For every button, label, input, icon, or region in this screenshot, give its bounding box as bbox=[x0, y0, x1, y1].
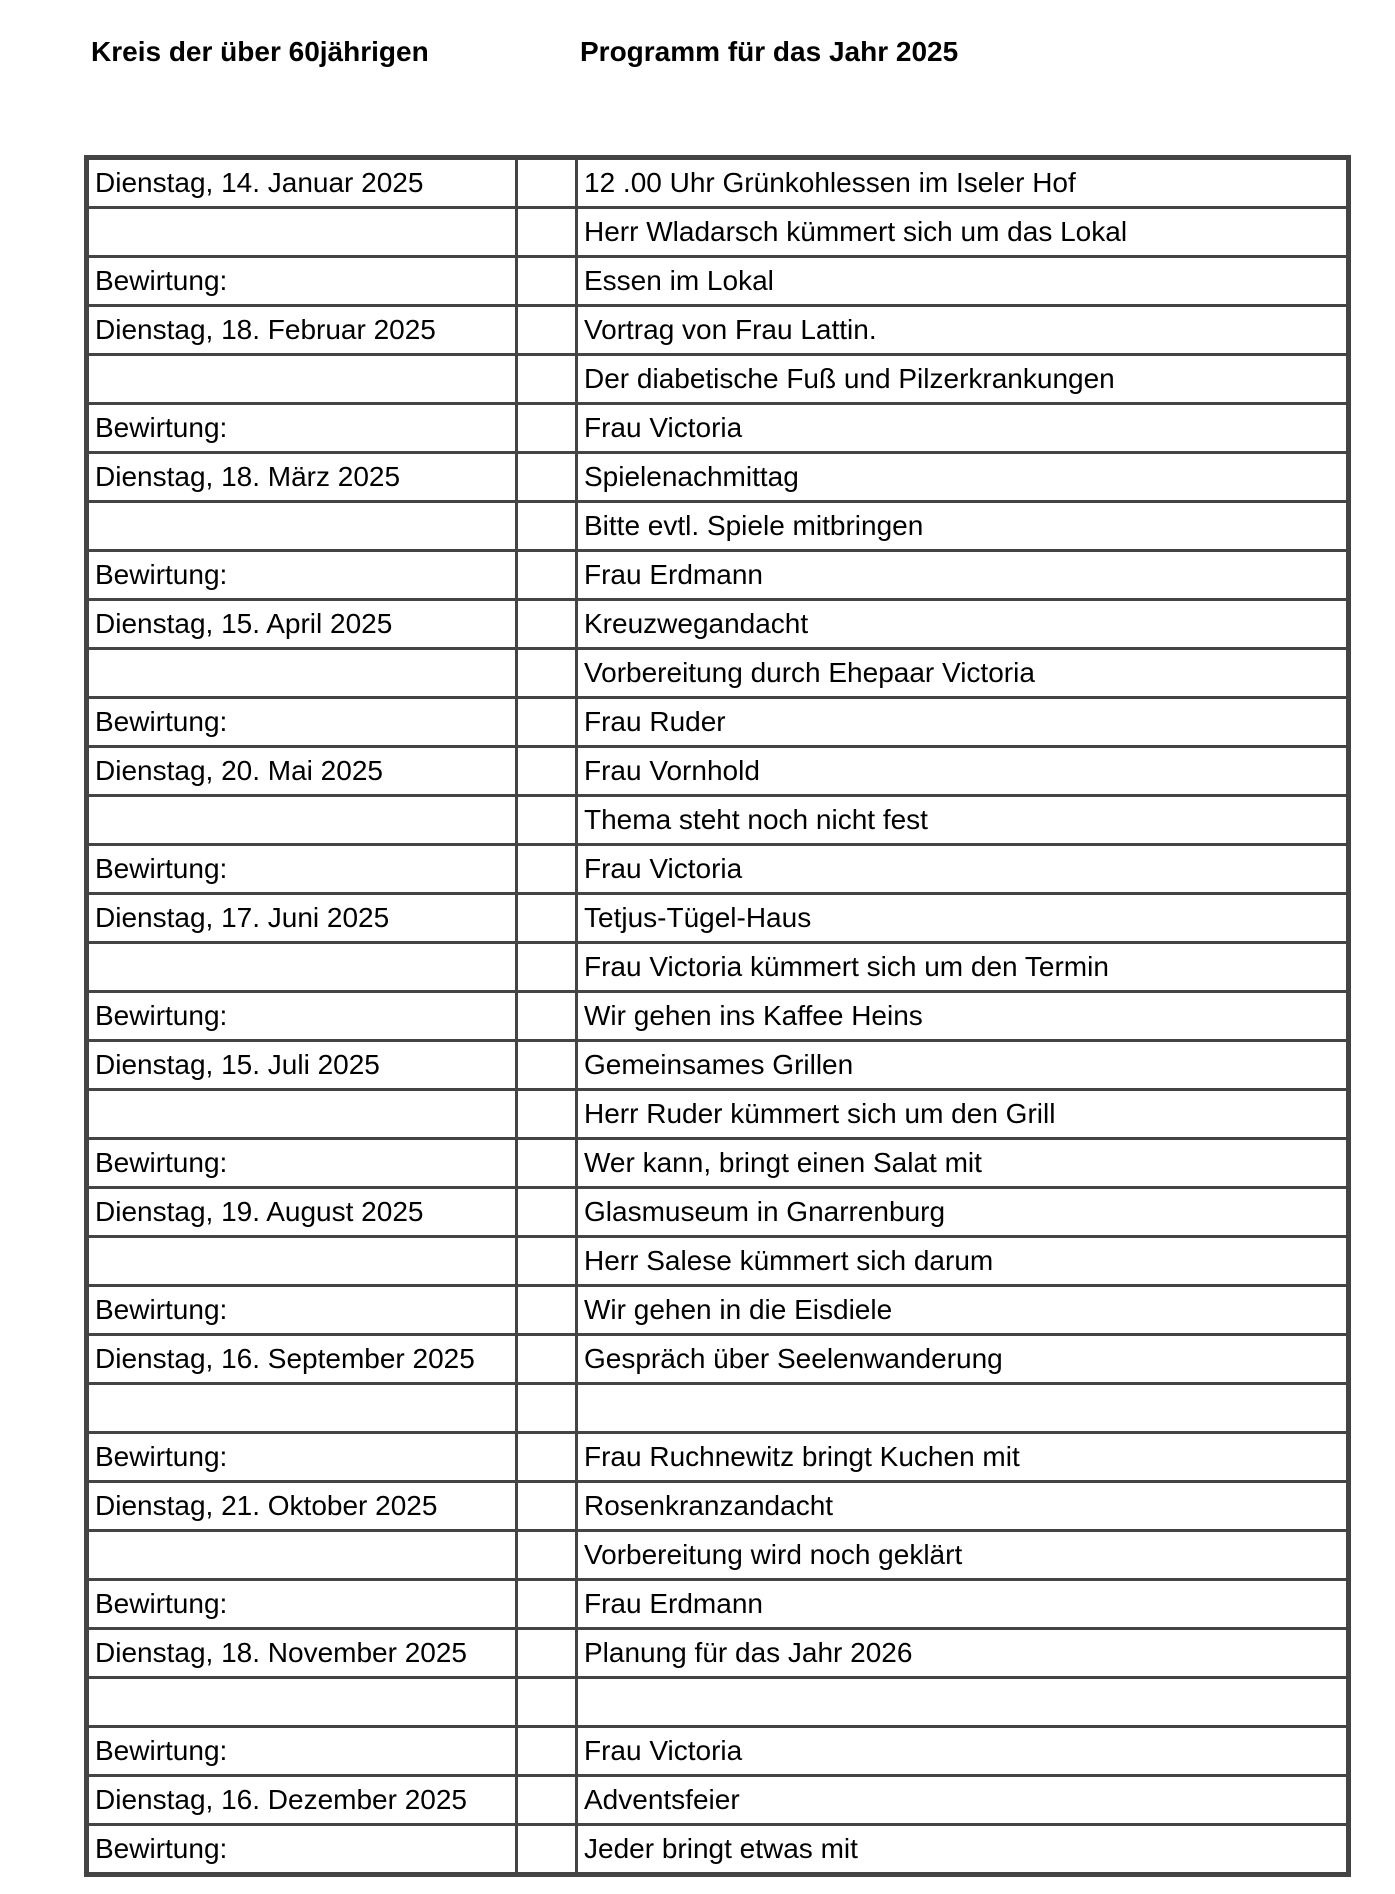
date-cell: Bewirtung: bbox=[87, 1286, 517, 1335]
description-cell: Thema steht noch nicht fest bbox=[577, 796, 1349, 845]
description-cell bbox=[577, 1384, 1349, 1433]
table-row bbox=[87, 698, 1349, 747]
description-cell: Frau Victoria bbox=[577, 845, 1349, 894]
table-row bbox=[87, 845, 1349, 894]
spacer-cell bbox=[517, 1825, 577, 1875]
date-cell: Dienstag, 18. Februar 2025 bbox=[87, 306, 517, 355]
program-table bbox=[84, 155, 1351, 1877]
date-cell: Dienstag, 19. August 2025 bbox=[87, 1188, 517, 1237]
date-cell: Dienstag, 20. Mai 2025 bbox=[87, 747, 517, 796]
table-row bbox=[87, 1825, 1349, 1875]
table-row bbox=[87, 1433, 1349, 1482]
date-cell: Bewirtung: bbox=[87, 1139, 517, 1188]
date-cell: Bewirtung: bbox=[87, 1727, 517, 1776]
date-cell: Bewirtung: bbox=[87, 1433, 517, 1482]
spacer-cell bbox=[517, 1384, 577, 1433]
spacer-cell bbox=[517, 355, 577, 404]
description-cell: Adventsfeier bbox=[577, 1776, 1349, 1825]
description-cell: Herr Wladarsch kümmert sich um das Lokal bbox=[577, 208, 1349, 257]
spacer-cell bbox=[517, 208, 577, 257]
spacer-cell bbox=[517, 1482, 577, 1531]
date-cell bbox=[87, 502, 517, 551]
description-cell: Spielenachmittag bbox=[577, 453, 1349, 502]
spacer-cell bbox=[517, 1090, 577, 1139]
date-cell bbox=[87, 1531, 517, 1580]
table-row bbox=[87, 404, 1349, 453]
spacer-cell bbox=[517, 257, 577, 306]
organizer-heading: Kreis der über 60jährigen bbox=[91, 36, 429, 67]
spacer-cell bbox=[517, 1335, 577, 1384]
spacer-cell bbox=[517, 1727, 577, 1776]
table-row bbox=[87, 1139, 1349, 1188]
spacer-cell bbox=[517, 796, 577, 845]
date-cell: Dienstag, 17. Juni 2025 bbox=[87, 894, 517, 943]
table-row bbox=[87, 747, 1349, 796]
table-row bbox=[87, 894, 1349, 943]
description-cell: Vortrag von Frau Lattin. bbox=[577, 306, 1349, 355]
program-heading: Programm für das Jahr 2025 bbox=[580, 36, 959, 67]
table-row bbox=[87, 306, 1349, 355]
date-cell: Bewirtung: bbox=[87, 404, 517, 453]
date-cell bbox=[87, 1237, 517, 1286]
description-cell: Kreuzwegandacht bbox=[577, 600, 1349, 649]
date-cell: Dienstag, 14. Januar 2025 bbox=[87, 158, 517, 208]
spacer-cell bbox=[517, 1678, 577, 1727]
spacer-cell bbox=[517, 992, 577, 1041]
description-cell: Jeder bringt etwas mit bbox=[577, 1825, 1349, 1875]
spacer-cell bbox=[517, 158, 577, 208]
spacer-cell bbox=[517, 1629, 577, 1678]
date-cell: Dienstag, 15. April 2025 bbox=[87, 600, 517, 649]
spacer-cell bbox=[517, 1041, 577, 1090]
spacer-cell bbox=[517, 1776, 577, 1825]
description-cell: Frau Vornhold bbox=[577, 747, 1349, 796]
spacer-cell bbox=[517, 404, 577, 453]
table-row bbox=[87, 1482, 1349, 1531]
description-cell: Frau Victoria kümmert sich um den Termin bbox=[577, 943, 1349, 992]
spacer-cell bbox=[517, 1139, 577, 1188]
table-row bbox=[87, 1678, 1349, 1727]
description-cell: Essen im Lokal bbox=[577, 257, 1349, 306]
spacer-cell bbox=[517, 453, 577, 502]
description-cell: Tetjus-Tügel-Haus bbox=[577, 894, 1349, 943]
date-cell: Bewirtung: bbox=[87, 1825, 517, 1875]
date-cell: Bewirtung: bbox=[87, 551, 517, 600]
date-cell: Dienstag, 21. Oktober 2025 bbox=[87, 1482, 517, 1531]
description-cell: Gemeinsames Grillen bbox=[577, 1041, 1349, 1090]
date-cell: Dienstag, 16. September 2025 bbox=[87, 1335, 517, 1384]
date-cell: Dienstag, 18. November 2025 bbox=[87, 1629, 517, 1678]
description-cell: Planung für das Jahr 2026 bbox=[577, 1629, 1349, 1678]
spacer-cell bbox=[517, 1531, 577, 1580]
spacer-cell bbox=[517, 1237, 577, 1286]
description-cell: Frau Victoria bbox=[577, 1727, 1349, 1776]
description-cell: Der diabetische Fuß und Pilzerkrankungen bbox=[577, 355, 1349, 404]
date-cell bbox=[87, 1678, 517, 1727]
date-cell bbox=[87, 1384, 517, 1433]
date-cell bbox=[87, 796, 517, 845]
date-cell bbox=[87, 1090, 517, 1139]
spacer-cell bbox=[517, 600, 577, 649]
date-cell bbox=[87, 943, 517, 992]
date-cell: Bewirtung: bbox=[87, 257, 517, 306]
description-cell: Herr Salese kümmert sich darum bbox=[577, 1237, 1349, 1286]
table-row bbox=[87, 1580, 1349, 1629]
date-cell: Bewirtung: bbox=[87, 1580, 517, 1629]
description-cell bbox=[577, 1678, 1349, 1727]
description-cell: Frau Ruder bbox=[577, 698, 1349, 747]
description-cell: Wer kann, bringt einen Salat mit bbox=[577, 1139, 1349, 1188]
spacer-cell bbox=[517, 649, 577, 698]
spacer-cell bbox=[517, 502, 577, 551]
description-cell: Frau Erdmann bbox=[577, 551, 1349, 600]
description-cell: Glasmuseum in Gnarrenburg bbox=[577, 1188, 1349, 1237]
spacer-cell bbox=[517, 1286, 577, 1335]
spacer-cell bbox=[517, 1580, 577, 1629]
table-row bbox=[87, 257, 1349, 306]
spacer-cell bbox=[517, 747, 577, 796]
date-cell bbox=[87, 208, 517, 257]
table-row bbox=[87, 1090, 1349, 1139]
description-cell: Frau Ruchnewitz bringt Kuchen mit bbox=[577, 1433, 1349, 1482]
table-row bbox=[87, 355, 1349, 404]
table-row bbox=[87, 1531, 1349, 1580]
table-row bbox=[87, 600, 1349, 649]
table-row bbox=[87, 796, 1349, 845]
table-row bbox=[87, 1286, 1349, 1335]
table-row bbox=[87, 158, 1349, 208]
description-cell: 12 .00 Uhr Grünkohlessen im Iseler Hof bbox=[577, 158, 1349, 208]
table-row bbox=[87, 1335, 1349, 1384]
description-cell: Frau Victoria bbox=[577, 404, 1349, 453]
description-cell: Frau Erdmann bbox=[577, 1580, 1349, 1629]
date-cell: Bewirtung: bbox=[87, 698, 517, 747]
date-cell bbox=[87, 355, 517, 404]
description-cell: Gespräch über Seelenwanderung bbox=[577, 1335, 1349, 1384]
spacer-cell bbox=[517, 845, 577, 894]
table-row bbox=[87, 1041, 1349, 1090]
spacer-cell bbox=[517, 306, 577, 355]
table-row bbox=[87, 1237, 1349, 1286]
program-table-body bbox=[87, 158, 1349, 1875]
spacer-cell bbox=[517, 551, 577, 600]
table-row bbox=[87, 1727, 1349, 1776]
table-row bbox=[87, 649, 1349, 698]
date-cell: Dienstag, 18. März 2025 bbox=[87, 453, 517, 502]
table-row bbox=[87, 1384, 1349, 1433]
spacer-cell bbox=[517, 698, 577, 747]
date-cell: Dienstag, 15. Juli 2025 bbox=[87, 1041, 517, 1090]
date-cell bbox=[87, 649, 517, 698]
date-cell: Dienstag, 16. Dezember 2025 bbox=[87, 1776, 517, 1825]
date-cell: Bewirtung: bbox=[87, 845, 517, 894]
description-cell: Rosenkranzandacht bbox=[577, 1482, 1349, 1531]
table-row bbox=[87, 551, 1349, 600]
table-row bbox=[87, 502, 1349, 551]
description-cell: Vorbereitung durch Ehepaar Victoria bbox=[577, 649, 1349, 698]
description-cell: Wir gehen ins Kaffee Heins bbox=[577, 992, 1349, 1041]
table-row bbox=[87, 992, 1349, 1041]
table-row bbox=[87, 453, 1349, 502]
spacer-cell bbox=[517, 894, 577, 943]
description-cell: Bitte evtl. Spiele mitbringen bbox=[577, 502, 1349, 551]
table-row bbox=[87, 1776, 1349, 1825]
description-cell: Vorbereitung wird noch geklärt bbox=[577, 1531, 1349, 1580]
description-cell: Wir gehen in die Eisdiele bbox=[577, 1286, 1349, 1335]
spacer-cell bbox=[517, 1188, 577, 1237]
table-row bbox=[87, 1629, 1349, 1678]
table-row bbox=[87, 1188, 1349, 1237]
spacer-cell bbox=[517, 943, 577, 992]
spacer-cell bbox=[517, 1433, 577, 1482]
table-row bbox=[87, 208, 1349, 257]
date-cell: Bewirtung: bbox=[87, 992, 517, 1041]
table-row bbox=[87, 943, 1349, 992]
description-cell: Herr Ruder kümmert sich um den Grill bbox=[577, 1090, 1349, 1139]
